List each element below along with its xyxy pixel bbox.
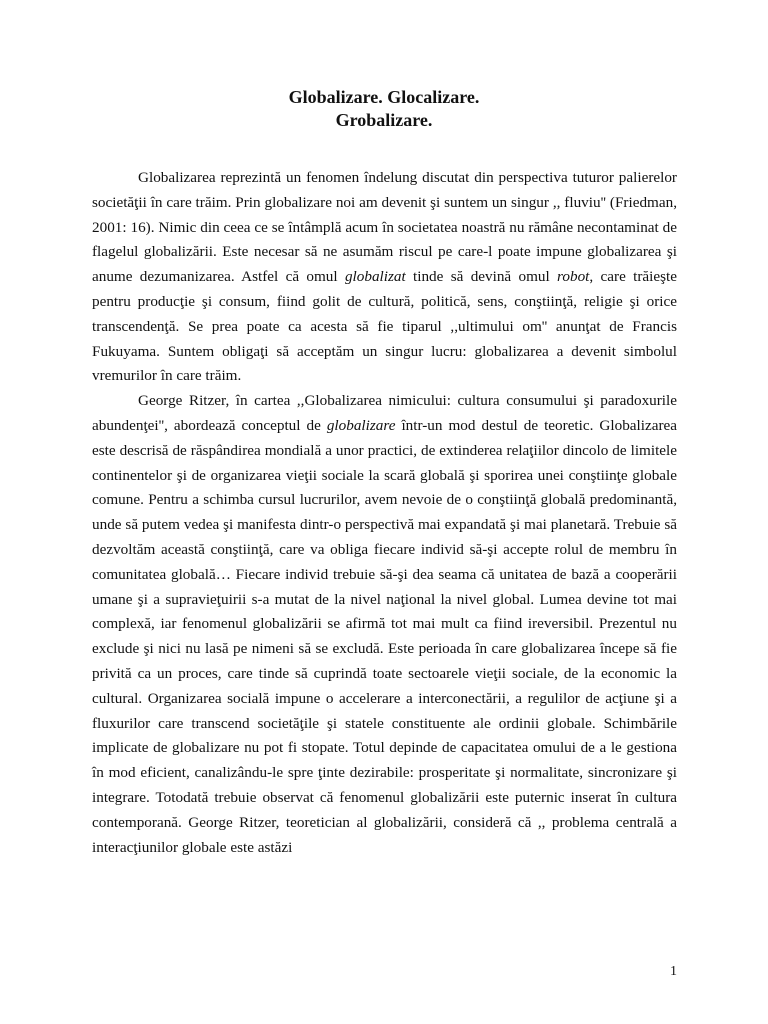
document-body: [92, 166, 677, 860]
paragraph-2-text-a: George Ritzer, în cartea ,,Globalizarea nimicului: cultura consumului şi paradoxurile abundenţei'', abordează conceptul de: [92, 392, 677, 434]
paragraph-1-text-c: , care trăieşte pentru producţie şi consum, fiind golit de cultură, politică, sens, conştiinţă, religie şi orice transcendenţă. Se prea poate ca acesta să fie tiparul ,,ultimului om'' anunţat de Francis Fukuyama. Suntem obligaţi să acceptăm un singur lucru: globalizarea a devenit simbolul vremurilor în care trăim.: [92, 268, 677, 385]
paragraph-1-italic-globalizat: globalizat: [344, 268, 406, 286]
paragraph-1-text-b: tinde să devină omul: [405, 268, 558, 286]
paragraph-1: [92, 166, 677, 389]
paragraph-2: [92, 389, 677, 860]
title-line-2: Grobalizare.: [335, 110, 433, 130]
paragraph-2-text-b: într-un mod destul de teoretic. Globalizarea este descrisă de răspândirea mondială a unor practici, de extinderea relaţiilor dincolo de limitele continentelor şi de organizarea vieţii sociale la scară globală şi sporirea unei conştiinţe globale comune. Pentru a schimba cursul lucrurilor, avem nevoie de o conştiinţă globală predominantă, unde să putem vedea şi manifesta dintr-o perspectivă mai expandată şi mai planetară. Trebuie să dezvoltăm această conştiinţă, care va obliga fiecare individ să-şi accepte rolul de membru în comunitatea globală… Fiecare individ trebuie să-şi dea seama că unitatea de bază a cooperării umane şi a supravieţuirii s-a mutat de la nivel naţional la nivel global. Lumea devine tot mai complexă, iar fenomenul globalizării se afirmă tot mai mult ca fiind ireversibil. Prezentul nu exclude şi nici nu lasă pe nimeni să se excludă. Este perioada în care globalizarea începe să fie privită ca un proces, care tinde să cuprindă toate sectoarele vieţii sociale, de la economic la cultural. Organizarea socială impune o accelerare a interconectării, a regulilor de acţiune şi a fluxurilor care transcend societăţile şi statele constituente ale ordinii globale. Schimbările implicate de globalizare nu pot fi stopate. Totul depinde de capacitatea omului de a le gestiona în mod eficient, canalizându-le spre ţinte dezirabile: prosperitate şi normalitate, sincronizare şi integrare. Totodată trebuie observat că fenomenul globalizării este puternic inserat în cultura contemporană. George Ritzer, teoretician al globalizării, consideră că ,, problema centrală a interacţiunilor globale este astăzi: [92, 416, 677, 856]
title-line-1: Globalizare. Glocalizare.: [288, 87, 480, 107]
page-number: 1: [670, 964, 677, 979]
document-title: [0, 86, 768, 132]
paragraph-2-italic-globalizare: globalizare: [326, 416, 396, 434]
paragraph-1-text-a: Globalizarea reprezintă un fenomen îndelung discutat din perspectiva tuturor palierelor societăţii în care trăim. Prin globalizare noi am devenit şi suntem un singur ,, fluviu'' (Friedman, 2001: 16). Nimic din ceea ce se întâmplă acum în societatea noastră nu rămâne necontaminat de flagelul globalizării. Este necesar să ne asumăm riscul pe care-l poate impune globalizarea şi anume dezumanizarea. Astfel că omul: [92, 169, 677, 286]
paragraph-1-italic-robot: robot: [557, 268, 590, 286]
